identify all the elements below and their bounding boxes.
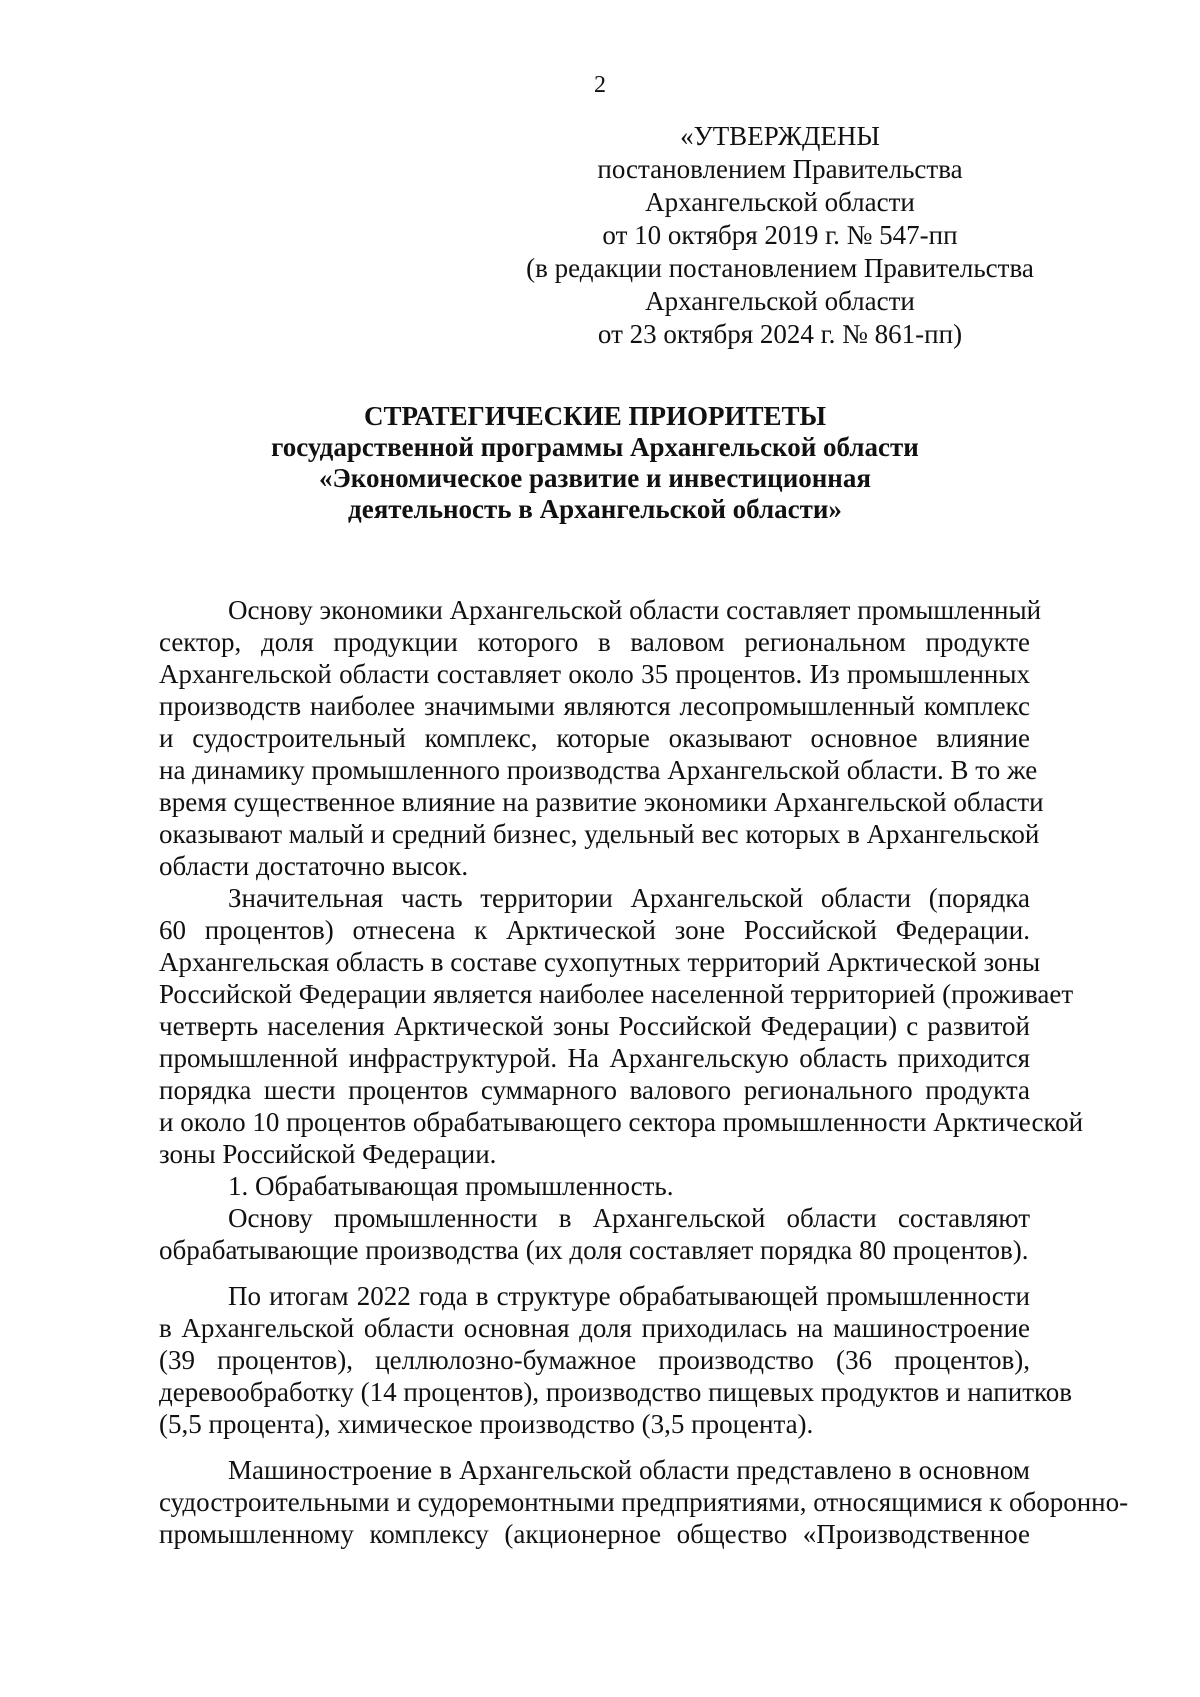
body-line: судостроительными и судоремонтными предприятиями, относящимися к оборонно-: [159, 1487, 1129, 1517]
body-line: Машиностроение в Архангельской области представлено в основном: [228, 1455, 1030, 1485]
body-line: порядка шести процентов суммарного валового регионального продукта: [159, 1075, 1030, 1105]
body-line: Архангельской области составляет около 35 процентов. Из промышленных: [159, 659, 1030, 689]
body-line: оказывают малый и средний бизнес, удельный вес которых в Архангельской: [159, 819, 1040, 849]
body-line: 1. Обрабатывающая промышленность.: [228, 1171, 674, 1201]
title-line: СТРАТЕГИЧЕСКИЕ ПРИОРИТЕТЫ: [363, 401, 827, 431]
body-line: промышленной инфраструктурой. На Архангельскую область приходится: [159, 1043, 1030, 1073]
body-line: сектор, доля продукции которого в валовом региональном продукте: [159, 627, 1030, 657]
page-number: 2: [594, 72, 606, 98]
approval-line: постановлением Правительства: [597, 154, 963, 184]
body-line: деревообработку (14 процентов), производство пищевых продуктов и напитков: [159, 1377, 1072, 1407]
title-line: деятельность в Архангельской области»: [348, 494, 842, 524]
title-line: государственной программы Архангельской области: [271, 432, 919, 462]
approval-line: от 10 октября 2019 г. № 547-пп: [602, 220, 958, 250]
body-line: четверть населения Арктической зоны Российской Федерации) с развитой: [159, 1011, 1030, 1041]
approval-line: Архангельской области: [645, 286, 915, 316]
body-line: Значительная часть территории Архангельской области (порядка: [228, 883, 1030, 913]
approval-line: от 23 октября 2024 г. № 861-пп): [597, 319, 963, 349]
body-line: и около 10 процентов обрабатывающего сектора промышленности Арктической: [159, 1107, 1084, 1137]
approval-line: Архангельской области: [645, 187, 915, 217]
body-line: зоны Российской Федерации.: [159, 1139, 497, 1169]
body-line: Архангельская область в составе сухопутных территорий Арктической зоны: [159, 947, 1041, 977]
body-line: Основу экономики Архангельской области составляет промышленный: [228, 595, 1042, 625]
body-line: (5,5 процента), химическое производство (3,5 процента).: [159, 1409, 814, 1439]
title-line: «Экономическое развитие и инвестиционная: [319, 463, 871, 493]
body-line: Российской Федерации является наиболее населенной территорией (проживает: [159, 979, 1074, 1009]
body-line: и судостроительный комплекс, которые оказывают основное влияние: [159, 723, 1030, 753]
body-line: на динамику промышленного производства Архангельской области. В то же: [159, 755, 1038, 785]
approval-line: (в редакции постановлением Правительства: [526, 253, 1034, 283]
body-line: обрабатывающие производства (их доля составляет порядка 80 процентов).: [159, 1235, 1029, 1265]
body-line: промышленному комплексу (акционерное общество «Производственное: [159, 1519, 1030, 1549]
approval-line: «УТВЕРЖДЕНЫ: [680, 121, 880, 151]
body-line: 60 процентов) отнесена к Арктической зоне Российской Федерации.: [159, 915, 1030, 945]
body-line: По итогам 2022 года в структуре обрабатывающей промышленности: [228, 1281, 1030, 1311]
body-line: производств наиболее значимыми являются лесопромышленный комплекс: [159, 691, 1030, 721]
body-line: время существенное влияние на развитие экономики Архангельской области: [159, 787, 1044, 817]
body-line: в Архангельской области основная доля приходилась на машиностроение: [159, 1313, 1030, 1343]
body-line: области достаточно высок.: [159, 851, 469, 881]
body-line: (39 процентов), целлюлозно-бумажное производство (36 процентов),: [159, 1345, 1030, 1375]
body-line: Основу промышленности в Архангельской области составляют: [228, 1203, 1030, 1233]
